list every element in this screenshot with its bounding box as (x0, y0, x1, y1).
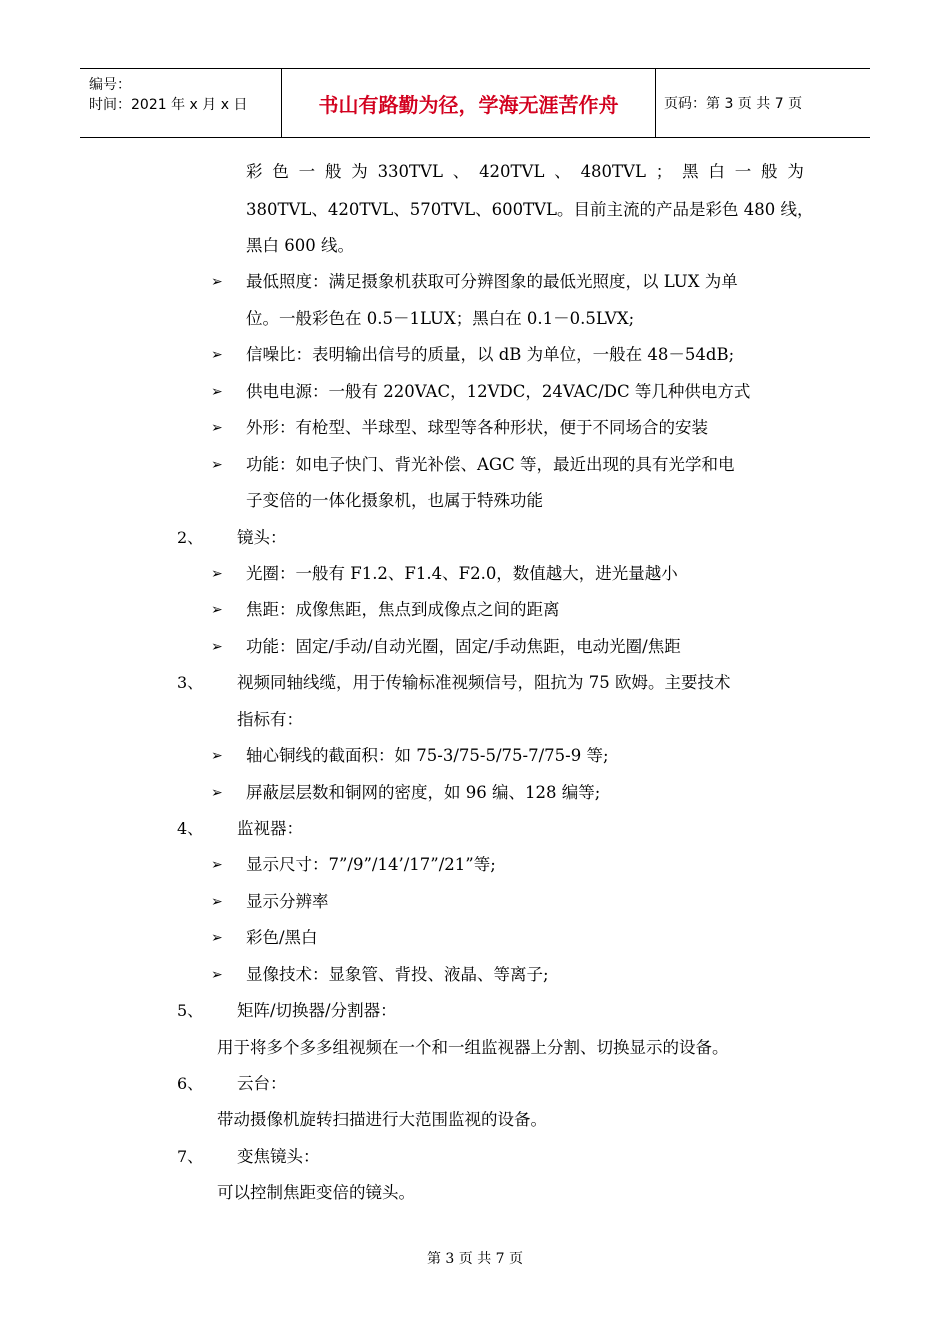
bullet-arrow-icon: ➢ (211, 602, 223, 618)
text-line: 子变倍的一体化摄象机，也属于特殊功能 (246, 491, 543, 510)
bullet-text: 屏蔽层层数和铜网的密度，如 96 编、128 编等; (246, 783, 601, 802)
bullet-text: 显示分辨率 (246, 892, 329, 911)
bullet-arrow-icon: ➢ (211, 967, 223, 983)
header-page-info: 页码：第 3 页 共 7 页 (664, 96, 803, 112)
bullet-arrow-icon: ➢ (211, 457, 223, 473)
paragraph: 带动摄像机旋转扫描进行大范围监视的设备。 (217, 1110, 547, 1129)
bullet-text: 功能：固定/手动/自动光圈，固定/手动焦距，电动光圈/焦距 (246, 637, 681, 656)
header-motto: 书山有路勤为径，学海无涯苦作舟 (282, 69, 656, 137)
bullet-arrow-icon: ➢ (211, 384, 223, 400)
section-number: 4、 (177, 819, 204, 838)
spread-token: 420TVL (479, 162, 545, 181)
page-header (80, 68, 870, 138)
bullet-text: 显像技术：显象管、背投、液晶、等离子; (246, 965, 549, 984)
section-number: 6、 (177, 1074, 204, 1093)
text-line: 指标有： (237, 710, 303, 729)
text-line: 位。一般彩色在 0.5－1LUX；黑白在 0.1－0.5LVX; (246, 309, 635, 328)
spread-token: 480TVL (580, 162, 646, 181)
bullet-arrow-icon: ➢ (211, 639, 223, 655)
bullet-arrow-icon: ➢ (211, 930, 223, 946)
section-number: 2、 (177, 528, 204, 547)
section-title: 云台： (237, 1074, 287, 1093)
bullet-text: 外形：有枪型、半球型、球型等各种形状，便于不同场合的安装 (246, 418, 708, 437)
bullet-arrow-icon: ➢ (211, 857, 223, 873)
text-line: 黑白 600 线。 (246, 236, 354, 255)
bullet-text: 焦距：成像焦距，焦点到成像点之间的距离 (246, 600, 560, 619)
bullet-text: 功能：如电子快门、背光补偿、AGC 等，最近出现的具有光学和电 (246, 455, 735, 474)
bullet-text: 彩色/黑白 (246, 928, 318, 947)
spread-token: 为 (787, 162, 804, 181)
section-title: 变焦镜头： (237, 1147, 320, 1166)
spread-token: 彩 (246, 162, 263, 181)
spread-token: 为 (351, 162, 368, 181)
spread-token: 一 (734, 162, 752, 181)
spread-token: 色 (272, 162, 289, 181)
spread-token: 330TVL (377, 162, 443, 181)
bullet-arrow-icon: ➢ (211, 420, 223, 436)
paragraph: 用于将多个多多组视频在一个和一组监视器上分割、切换显示的设备。 (217, 1038, 729, 1057)
paragraph: 可以控制焦距变倍的镜头。 (217, 1183, 415, 1202)
bullet-arrow-icon: ➢ (211, 748, 223, 764)
bullet-text: 最低照度：满足摄象机获取可分辨图象的最低光照度，以 LUX 为单 (246, 272, 738, 291)
section-title: 矩阵/切换器/分割器： (237, 1001, 397, 1020)
section-number: 3、 (177, 673, 204, 692)
spread-token: 般 (761, 162, 778, 181)
header-number: 编号： (89, 77, 131, 93)
section-title: 监视器： (237, 819, 303, 838)
bullet-text: 供电电源：一般有 220VAC，12VDC，24VAC/DC 等几种供电方式 (246, 382, 751, 401)
spread-token: 一 (298, 162, 316, 181)
header-meta (80, 69, 282, 137)
spread-token: ； (655, 162, 673, 181)
bullet-arrow-icon: ➢ (211, 894, 223, 910)
bullet-arrow-icon: ➢ (211, 785, 223, 801)
section-title: 镜头： (237, 528, 287, 547)
spread-token: 黑 (682, 162, 699, 181)
bullet-arrow-icon: ➢ (211, 274, 223, 290)
bullet-arrow-icon: ➢ (211, 347, 223, 363)
page-footer: 第 3 页 共 7 页 (426, 1251, 524, 1267)
bullet-arrow-icon: ➢ (211, 566, 223, 582)
spread-token: 白 (708, 162, 725, 181)
spread-token: 般 (324, 162, 342, 181)
spread-token: 、 (554, 162, 571, 181)
section-number: 7、 (177, 1147, 204, 1166)
section-title: 视频同轴线缆，用于传输标准视频信号，阻抗为 75 欧姆。主要技术 (237, 673, 731, 692)
spread-line (246, 161, 804, 183)
bullet-text: 显示尺寸：7”/9”/14’/17”/21”等; (246, 855, 496, 874)
bullet-text: 光圈：一般有 F1.2、F1.4、F2.0，数值越大，进光量越小 (246, 564, 678, 583)
bullet-text: 信噪比：表明输出信号的质量，以 dB 为单位，一般在 48－54dB; (246, 345, 735, 364)
text-line: 380TVL、420TVL、570TVL、600TVL。目前主流的产品是彩色 480 线， (246, 200, 814, 219)
spread-token: 、 (452, 162, 470, 181)
header-time: 时间：2021 年 x 月 x 日 (89, 97, 248, 113)
bullet-text: 轴心铜线的截面积：如 75-3/75-5/75-7/75-9 等; (246, 746, 609, 765)
section-number: 5、 (177, 1001, 204, 1020)
